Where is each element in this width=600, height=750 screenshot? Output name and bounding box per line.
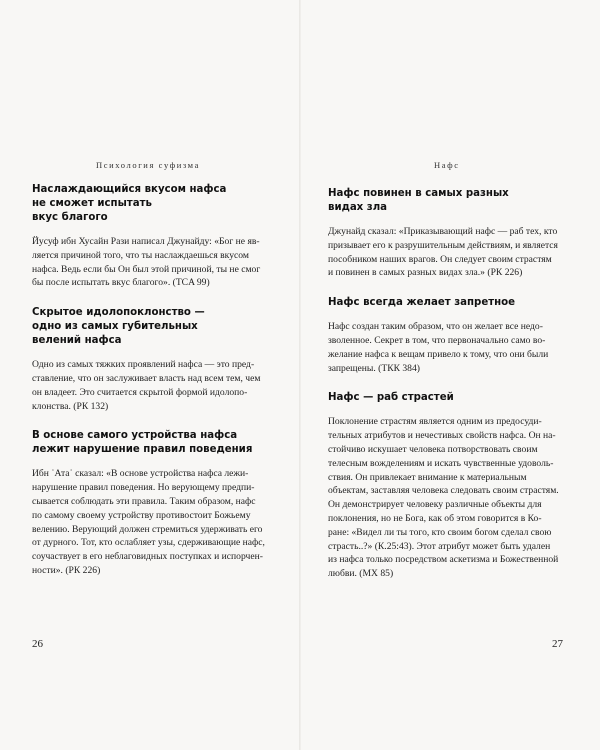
section-title (32, 429, 274, 457)
text-line: ности». (РК 226) (32, 564, 101, 576)
title-line: Скрытое идолопоклонство — (32, 307, 205, 319)
title-line: вкус благого (32, 212, 108, 223)
text-line: ставление, что он заслуживает власть над всем тем, чем (32, 372, 261, 384)
section-title (328, 391, 578, 405)
text-line: ране: «Видел ли ты того, кто своим богом сделал свою (328, 526, 552, 538)
title-line: лежит нарушение правил поведения (32, 444, 253, 456)
right-page (300, 0, 600, 750)
text-line: страсть..?» (К.25:43). Этот атрибут может быть удален (328, 540, 551, 552)
text-line: сывается соблюдать эти правила. Таким образом, нафс (32, 495, 256, 507)
page-number-right: 27 (552, 638, 563, 650)
section-text (32, 467, 274, 577)
section-title (32, 183, 274, 225)
text-line: соучаствует в его неблаговидных поступках и испорчен- (32, 551, 263, 563)
title-line: Нафс всегда желает запретное (328, 297, 516, 309)
text-line: Ибн ʿАтаʾ сказал: «В основе устройства нафса лежи- (32, 468, 249, 480)
text-line: он владеет. Это считается скрытой формой идолопо- (32, 386, 248, 398)
text-line: тельных атрибутов и нечестивых свойств нафса. Он на- (328, 430, 556, 442)
text-line: велению. Верующий должен стремиться удерживать его (32, 523, 263, 535)
title-line: одно из самых губительных (32, 321, 198, 333)
running-head-left: Психология суфизма (96, 160, 200, 170)
section-text (328, 225, 578, 280)
text-line: любви. (МХ 85) (328, 568, 394, 580)
text-line: ляется причиной того, что ты наслаждаешься вкусом (32, 249, 249, 261)
section-title (328, 187, 578, 215)
text-line: телесным вожделениям и искать чувственные удоволь- (328, 457, 554, 469)
left-text-column (32, 183, 274, 594)
text-line: бы после испытать вкус благого». (TCA 99) (32, 277, 210, 289)
title-line: не сможет испытать (32, 198, 152, 209)
title-line: велений нафса (32, 335, 122, 347)
section-text (328, 415, 578, 581)
text-line: стойчиво искушает человека потворствовать своим (328, 443, 538, 455)
section-title (328, 296, 578, 310)
section-text (32, 358, 274, 413)
section-text (328, 320, 578, 375)
text-line: объектам, заставляя человека следовать своим страстям. (328, 485, 559, 497)
text-line: Он демонстрирует человеку различные объекты для (328, 499, 542, 511)
text-line: клонства. (РК 132) (32, 400, 109, 412)
text-line: желание нафса к вещам привело к тому, что они были (328, 348, 549, 360)
title-line: Наслаждающийся вкусом нафса (32, 184, 227, 195)
text-line: нарушение правил поведения. Но верующему предпи- (32, 482, 255, 494)
text-line: нафса. Ведь если бы Он был этой причиной, ты не смог (32, 263, 261, 275)
title-line: видах зла (328, 202, 388, 213)
text-line: Йусуф ибн Хусайн Рази написал Джунайду: «Бог не яв- (32, 236, 260, 247)
title-line: Нафс повинен в самых разных (328, 188, 509, 199)
section-title (32, 306, 274, 348)
running-head-right: Нафс (434, 160, 460, 170)
right-text-column (328, 187, 578, 597)
text-line: из нафса только посредством аскетизма и Божественной (328, 554, 559, 566)
text-line: по самому своему устройству противостоит Божьему (32, 509, 251, 521)
text-line: запрещены. (ТКК 384) (328, 362, 420, 374)
title-line: Нафс — раб страстей (328, 392, 454, 404)
text-line: и повинен в самых разных видах зла.» (РК 226) (328, 267, 523, 279)
text-line: призывает его к разрушительным действиям, и является (328, 239, 558, 251)
page-number-left: 26 (32, 638, 43, 650)
text-line: Поклонение страстям является одним из предосуди- (328, 416, 542, 428)
text-line: Нафс создан таким образом, что он желает все недо- (328, 321, 543, 333)
text-line: от дурного. Тот, кто ослабляет узы, сдерживающие нафс, (32, 537, 265, 549)
text-line: Одно из самых тяжких проявлений нафса — это пред- (32, 359, 255, 371)
text-line: Джунайд сказал: «Приказывающий нафс — раб тех, кто (328, 226, 558, 237)
text-line: поклонения, но не Бога, как об этом говорится в Ко- (328, 512, 542, 524)
text-line: ствия. Он привлекает внимание к материальным (328, 471, 527, 483)
title-line: В основе самого устройства нафса (32, 430, 238, 442)
text-line: пособником наших врагов. Он следует своим страстям (328, 253, 552, 265)
text-line: зволенное. Секрет в том, что первоначально само во- (328, 334, 546, 346)
section-text (32, 235, 274, 290)
